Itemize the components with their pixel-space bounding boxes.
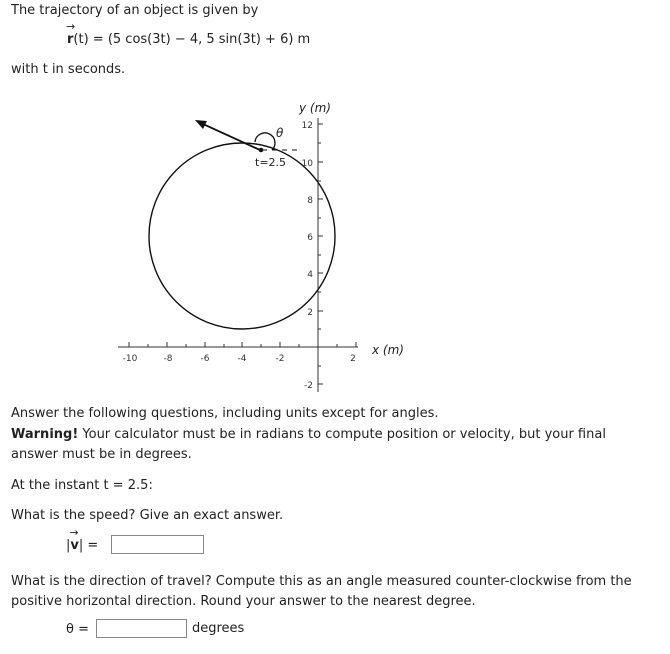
y-tick-label: 4	[307, 270, 313, 280]
x-tick-marks	[129, 342, 356, 347]
v-vector-symbol: → v	[70, 538, 78, 553]
x-tick-label: -2	[275, 354, 285, 364]
warning-label: Warning!	[11, 427, 79, 442]
point-time-label: t=2.5	[255, 156, 287, 169]
x-tick-label: -10	[122, 354, 138, 364]
direction-input[interactable]	[96, 619, 187, 638]
speed-label: |→ v| =	[66, 538, 98, 553]
y-tick-label: 2	[307, 308, 313, 318]
x-tick-label: -4	[237, 354, 247, 364]
y-tick-label: 12	[301, 121, 313, 131]
speed-input[interactable]	[111, 535, 204, 554]
y-tick-label: 8	[307, 196, 313, 206]
y-axis-label: y (m)	[299, 101, 331, 115]
instructions-line1: Answer the following questions, including units except for angles.	[11, 406, 439, 421]
direction-question: What is the direction of travel? Compute this as an angle measured counter-clockwise from the positive horizontal direction. Round your answer to the nearest degree.	[11, 574, 632, 609]
y-tick-label: 10	[301, 159, 313, 169]
degrees-unit: degrees	[192, 621, 245, 636]
velocity-arrowhead	[195, 120, 207, 129]
x-tick-label: 2	[350, 354, 356, 364]
instant-text: At the instant t = 2.5:	[11, 478, 153, 493]
x-tick-label: -8	[163, 354, 173, 364]
y-tick-marks	[318, 124, 323, 384]
y-tick-label: 6	[307, 233, 313, 243]
x-tick-label: -6	[200, 354, 210, 364]
with-t-text: with t in seconds.	[11, 62, 126, 77]
velocity-arrow	[203, 124, 260, 150]
theta-label: θ	[276, 126, 284, 140]
equation-rhs: (5 cos(3t) − 4, 5 sin(3t) + 6) m	[107, 32, 311, 47]
theta-answer-label: θ =	[66, 622, 89, 637]
warning-text: Your calculator must be in radians to compute position or velocity, but your final answer must be in degrees.	[11, 427, 606, 462]
position-point	[259, 148, 264, 153]
x-axis-label: x (m)	[372, 343, 404, 357]
r-vector-symbol: → r	[67, 32, 73, 47]
y-tick-label: -2	[304, 381, 313, 391]
intro-text: The trajectory of an object is given by	[11, 3, 259, 18]
speed-question: What is the speed? Give an exact answer.	[11, 508, 284, 523]
equation-lhs-arg: (t) =	[73, 32, 104, 47]
speed-label-suffix: | =	[78, 538, 99, 553]
warning-paragraph	[11, 425, 651, 465]
